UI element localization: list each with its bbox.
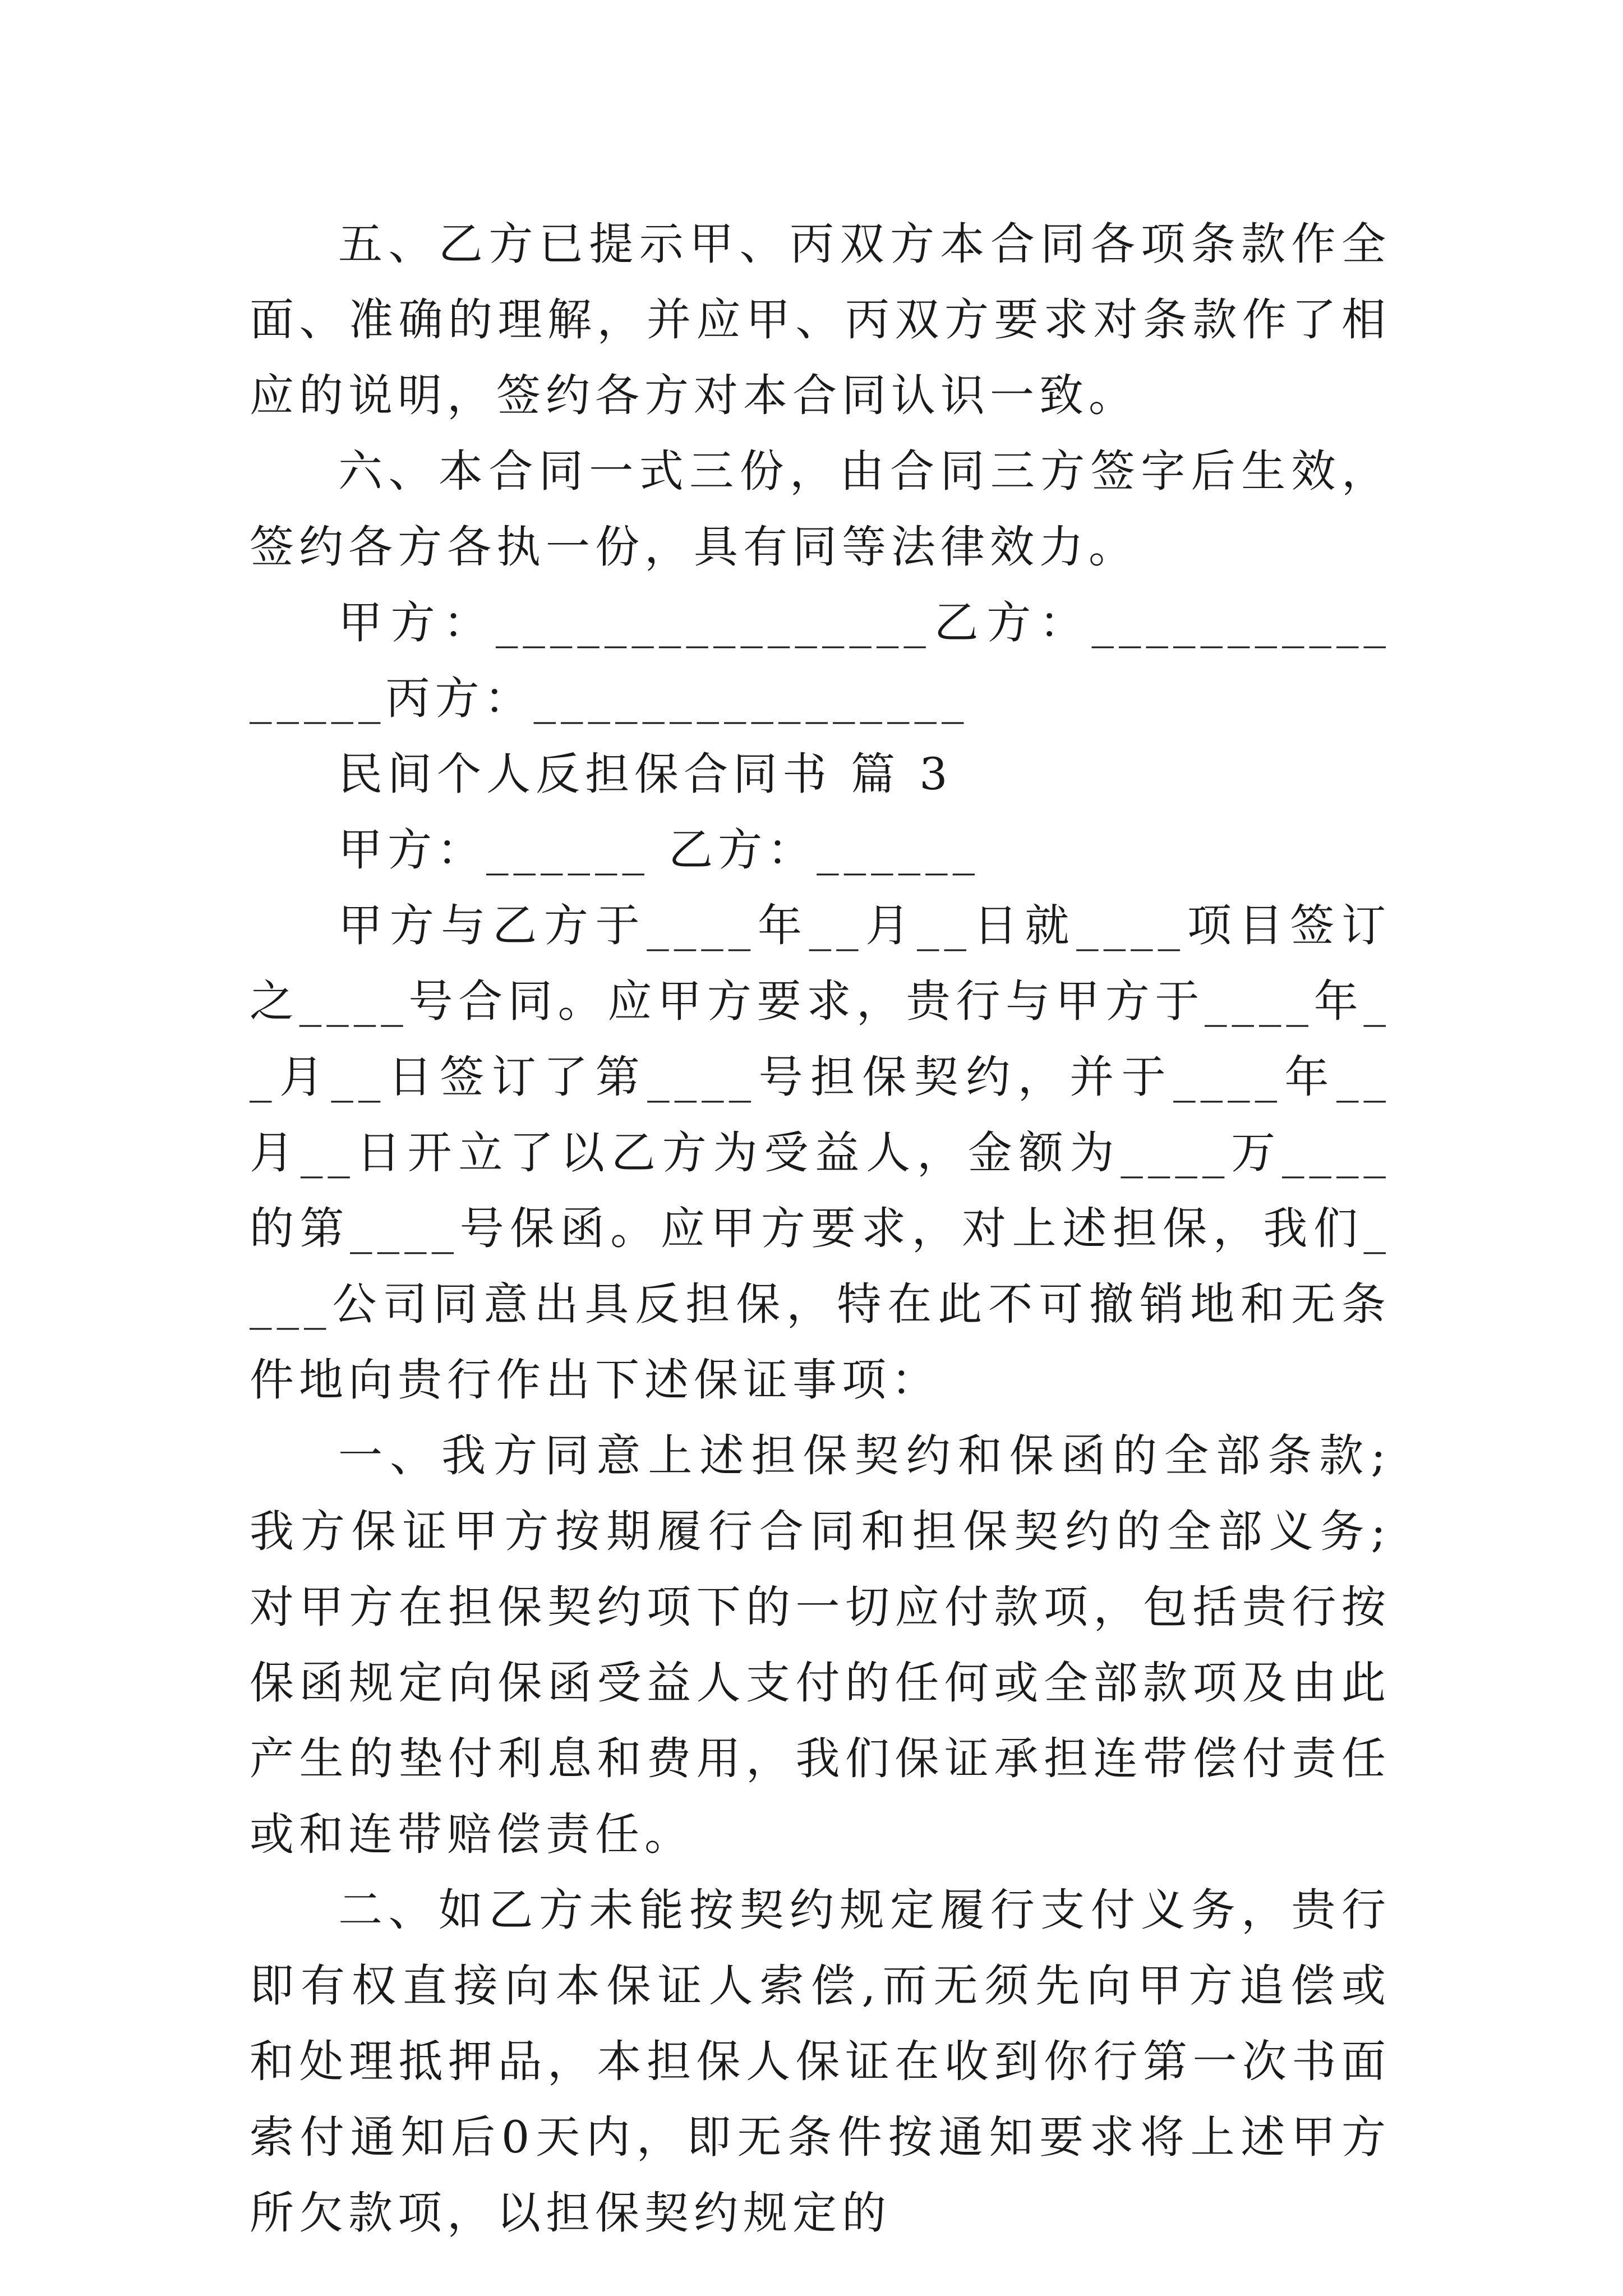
preamble-paragraph: 甲方与乙方于____年__月__日就____项目签订之____号合同。应甲方要求，贵行与甲方于____年__月__日签订了第____号担保契约，并于____年__月__日开立了以乙方为受益人，金额为____万____的第____号保函。应甲方要求，对上述担保，我们____公司同意出具反担保，特在此不可撤销地和无条件地向贵行作出下述保证事项： bbox=[250, 900, 1391, 1406]
document-body bbox=[250, 206, 1391, 2251]
parties-line-paragraph: 甲方：______ 乙方：______ bbox=[338, 824, 980, 876]
clause-five-paragraph: 五、乙方已提示甲、丙双方本合同各项条款作全面、准确的理解，并应甲、丙双方要求对条款作了相应的说明，签约各方对本合同认识一致。 bbox=[250, 218, 1391, 421]
clause-six-paragraph: 六、本合同一式三份，由合同三方签字后生效，签约各方各执一份，具有同等法律效力。 bbox=[250, 445, 1391, 573]
signature-line-paragraph: 甲方：________________乙方：________________丙方：________________ bbox=[250, 597, 1391, 724]
section-title: 民间个人反担保合同书 篇 3 bbox=[338, 748, 953, 800]
clause-one-paragraph: 一、我方同意上述担保契约和保函的全部条款;我方保证甲方按期履行合同和担保契约的全部义务;对甲方在担保契约项下的一切应付款项，包括贵行按保函规定向保函受益人支付的任何或全部款项及由此产生的垫付利息和费用，我们保证承担连带偿付责任或和连带赔偿责任。 bbox=[250, 1430, 1391, 1860]
clause-two-paragraph: 二、如乙方未能按契约规定履行支付义务，贵行即有权直接向本保证人索偿,而无须先向甲方追偿或和处理抵押品，本担保人保证在收到你行第一次书面索付通知后0天内，即无条件按通知要求将上述甲方所欠款项，以担保契约规定的 bbox=[250, 1884, 1391, 2239]
